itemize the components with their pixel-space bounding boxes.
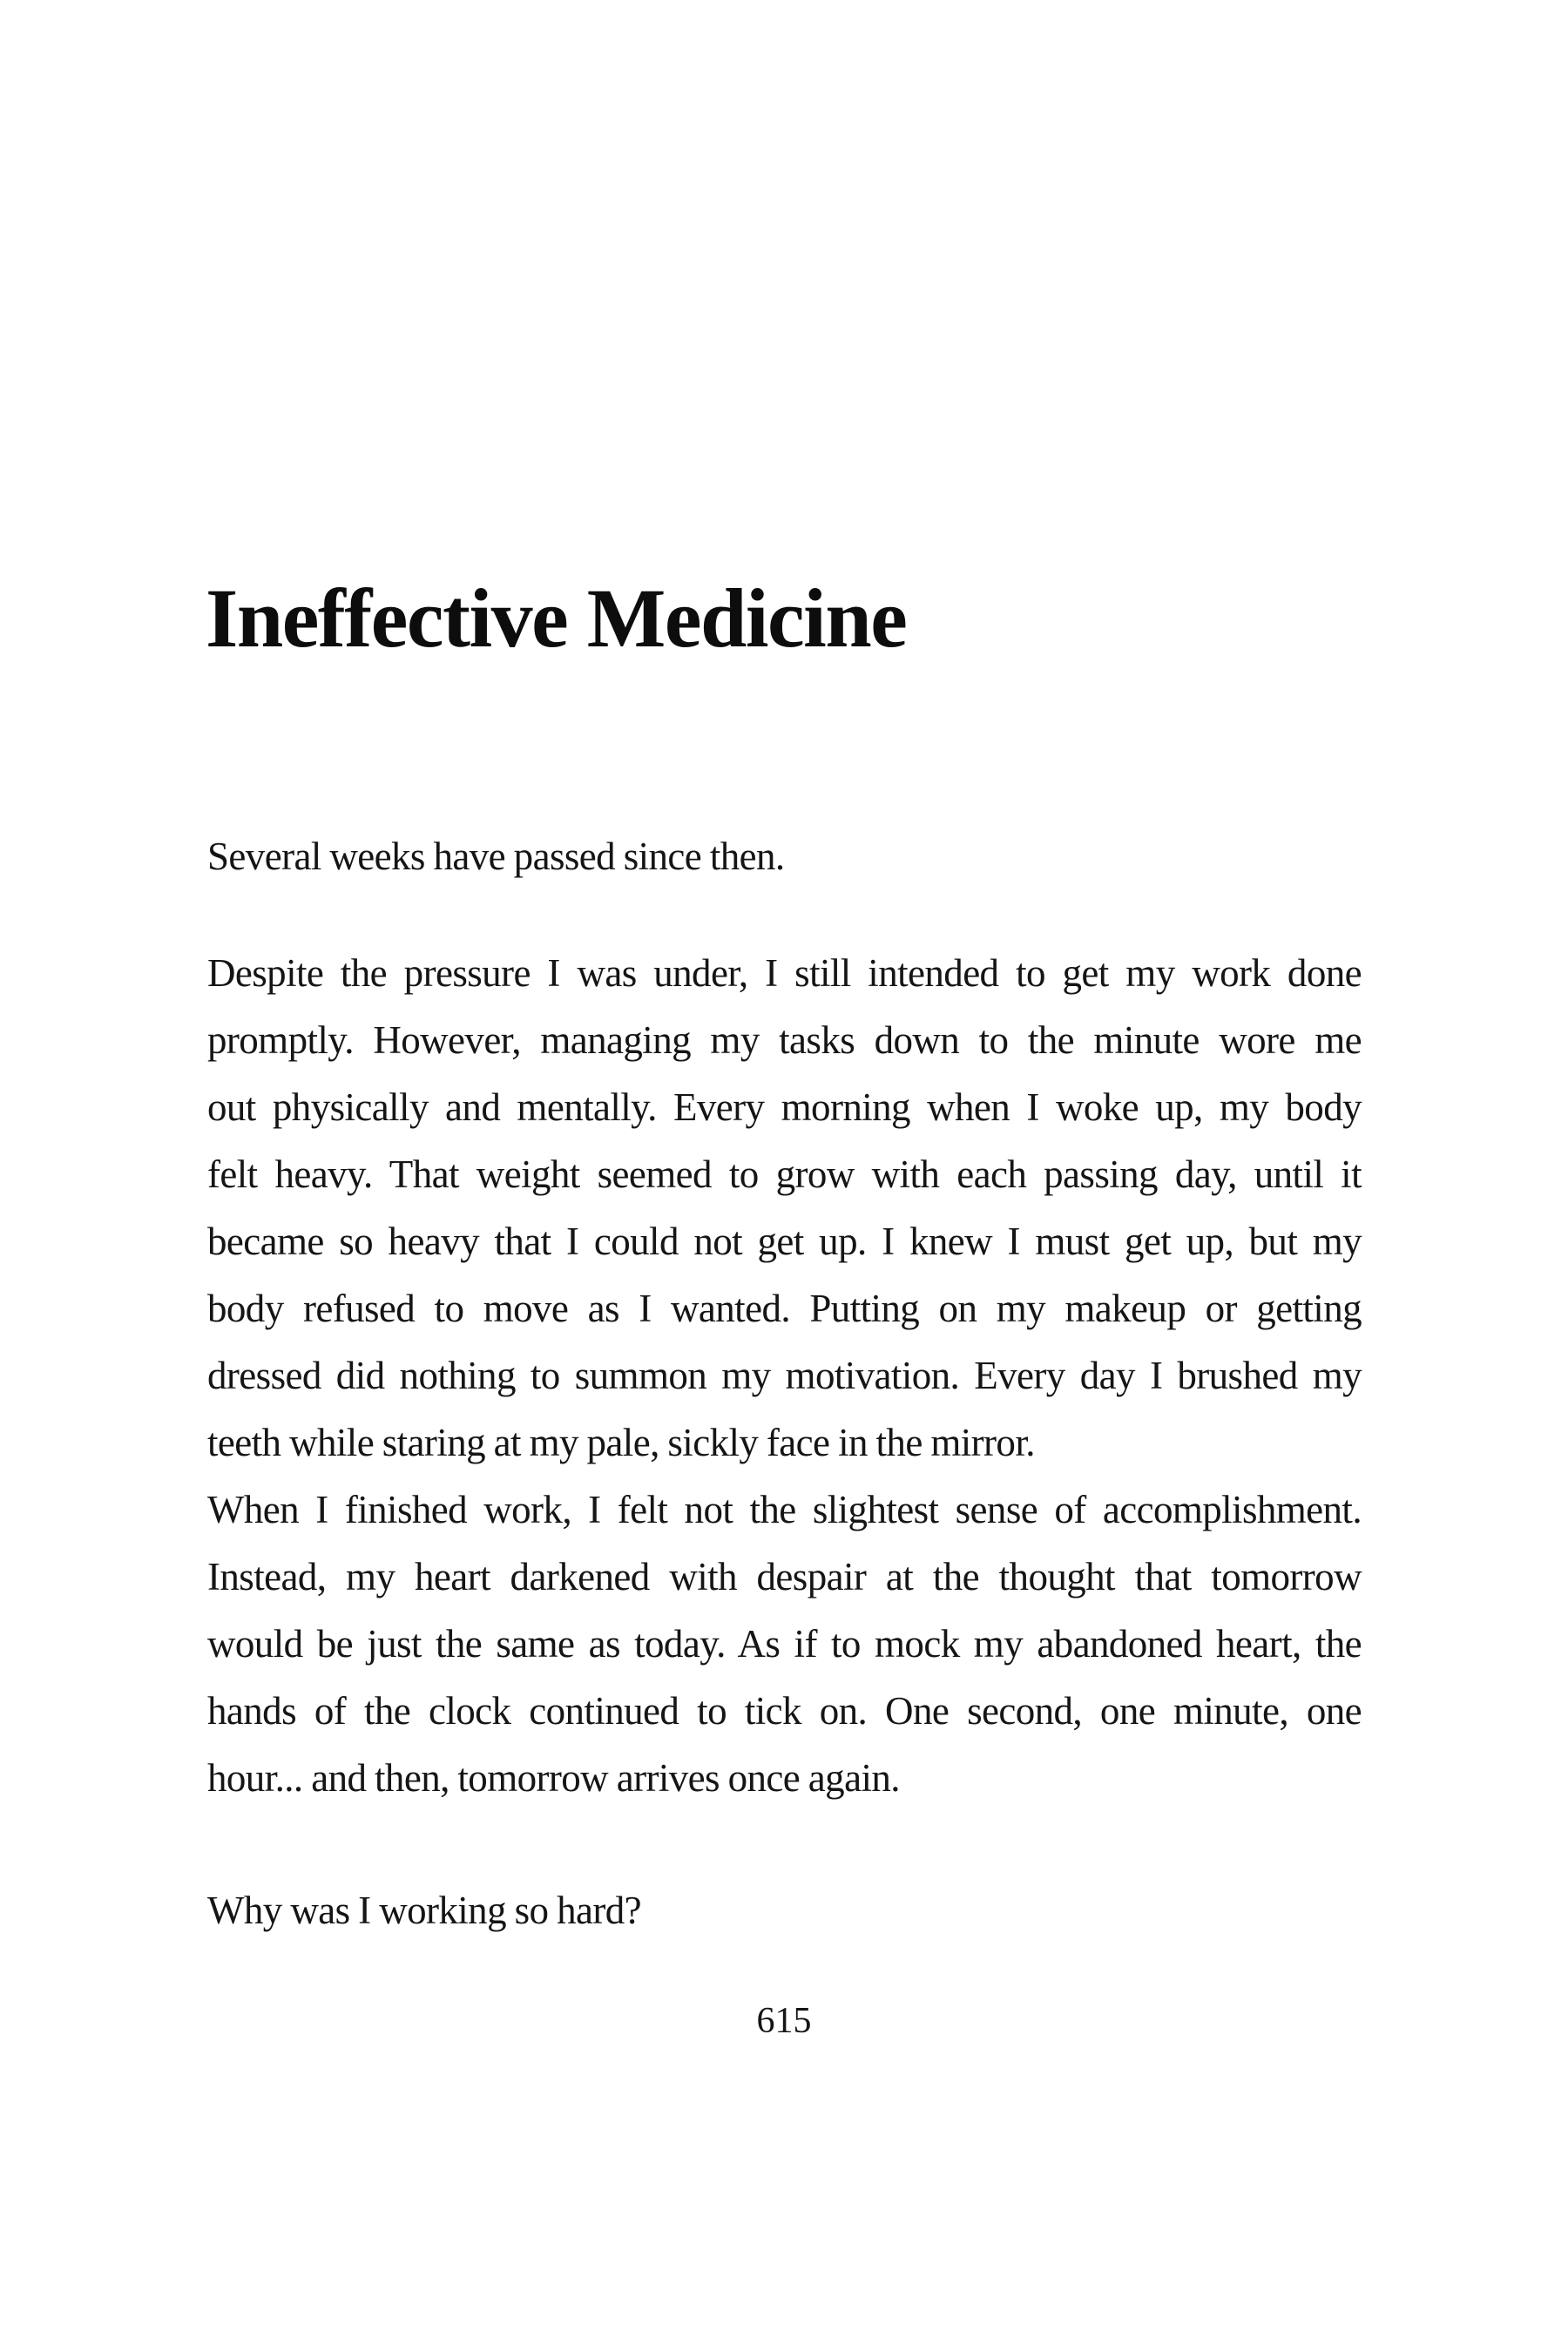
text-line: would be just the same as today. As if to mock my abandoned heart, the [207, 1622, 1362, 1666]
text-line: Several weeks have passed since then. [207, 835, 785, 878]
text-line: became so heavy that I could not get up. I knew I must get up, but my [207, 1220, 1362, 1263]
text-line: hour... and then, tomorrow arrives once again. [207, 1756, 900, 1800]
text-line: Instead, my heart darkened with despair at the thought that tomorrow [207, 1555, 1362, 1598]
text-line: Despite the pressure I was under, I still intended to get my work done [207, 951, 1362, 995]
text-line: felt heavy. That weight seemed to grow with each passing day, until it [207, 1152, 1362, 1196]
paragraph-closing [207, 1877, 1362, 1944]
text-line: Why was I working so hard? [207, 1889, 642, 1932]
text-line: body refused to move as I wanted. Putting on my makeup or getting [207, 1287, 1362, 1330]
text-line: promptly. However, managing my tasks down to the minute wore me [207, 1018, 1362, 1062]
text-line: teeth while staring at my pale, sickly face in the mirror. [207, 1421, 1035, 1464]
text-line: dressed did nothing to summon my motivation. Every day I brushed my [207, 1354, 1362, 1397]
paragraph-opening [207, 823, 1362, 890]
text-line: out physically and mentally. Every morning when I woke up, my body [207, 1085, 1362, 1129]
chapter-title: Ineffective Medicine [206, 571, 907, 665]
text-line: When I finished work, I felt not the slightest sense of accomplishment. [207, 1488, 1362, 1531]
page-number: 615 [756, 2001, 812, 2041]
paragraph-main [207, 940, 1362, 1812]
text-line: hands of the clock continued to tick on. One second, one minute, one [207, 1689, 1362, 1733]
